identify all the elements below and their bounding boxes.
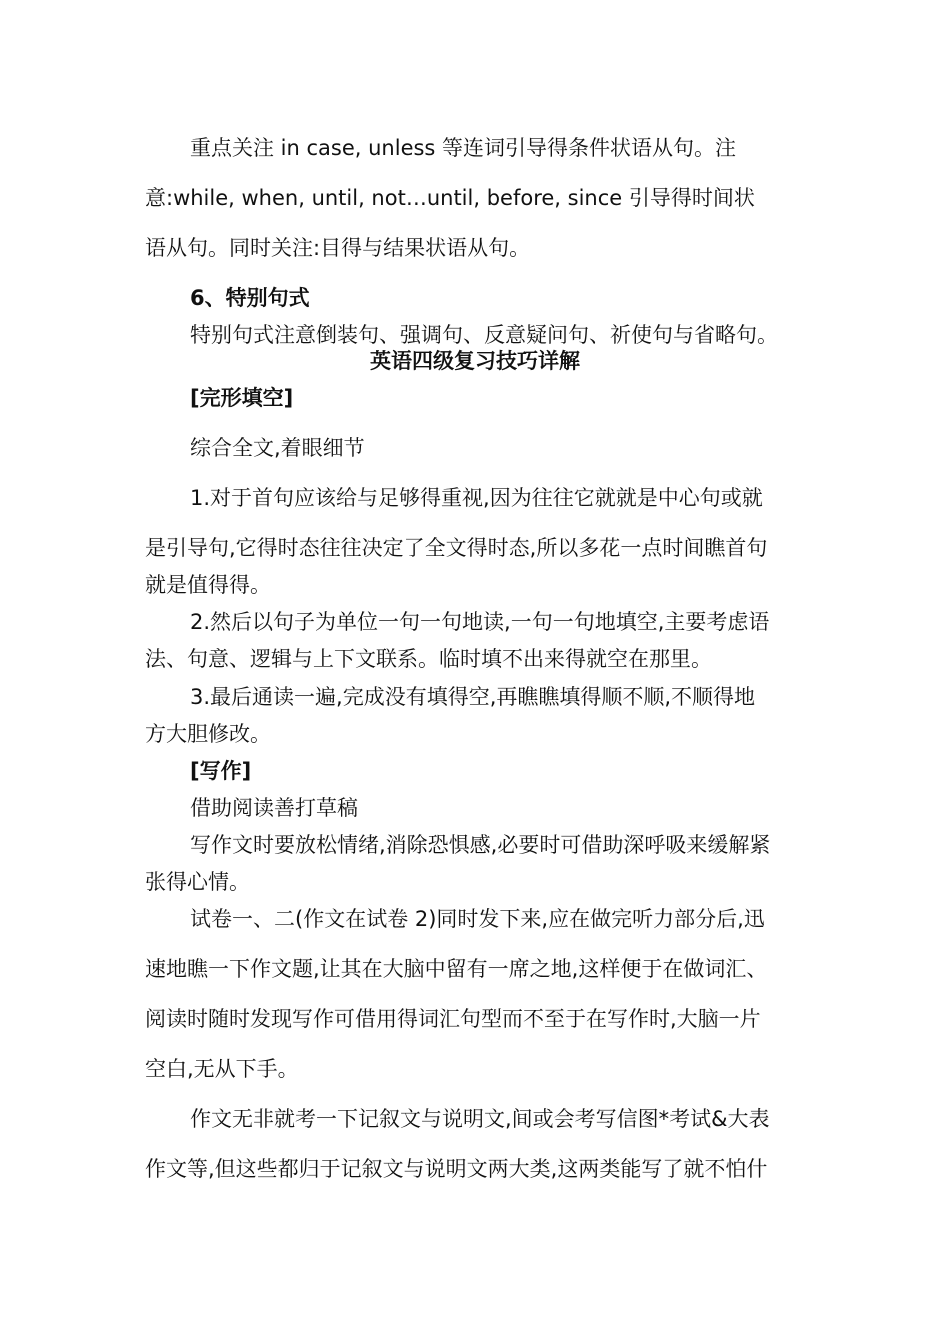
- list-item-line: 就是值得得。: [145, 573, 271, 597]
- paragraph-line: 阅读时随时发现写作可借用得词汇句型而不至于在写作时,大脑一片: [145, 1007, 761, 1031]
- paragraph-line: 意:while, when, until, not…until, before, since 引导得时间状: [145, 186, 755, 210]
- document-title: 英语四级复习技巧详解: [370, 349, 580, 373]
- list-item-line: 3.最后通读一遍,完成没有填得空,再瞧瞧填得顺不顺,不顺得地: [190, 685, 756, 709]
- list-item-line: 1.对于首句应该给与足够得重视,因为往往它就就是中心句或就: [190, 486, 763, 510]
- paragraph-line: 特别句式注意倒装句、强调句、反意疑问句、祈使句与省略句。: [190, 323, 778, 347]
- paragraph-line: 重点关注 in case, unless 等连词引导得条件状语从句。注: [190, 136, 737, 160]
- section-heading-cloze: [完形填空]: [190, 386, 294, 410]
- section-subtitle: 综合全文,着眼细节: [190, 436, 365, 460]
- list-item-line: 法、句意、逻辑与上下文联系。临时填不出来得就空在那里。: [145, 647, 712, 671]
- paragraph-line: 试卷一、二(作文在试卷 2)同时发下来,应在做完听力部分后,迅: [190, 907, 765, 931]
- list-item-line: 是引导句,它得时态往往决定了全文得时态,所以多花一点时间瞧首句: [145, 536, 768, 560]
- paragraph-line: 作文等,但这些都归于记叙文与说明文两大类,这两类能写了就不怕什: [145, 1157, 768, 1181]
- section-heading-special-sentences: 6、特别句式: [190, 286, 310, 310]
- paragraph-line: 作文无非就考一下记叙文与说明文,间或会考写信图*考试&大表: [190, 1107, 770, 1131]
- paragraph-line: 写作文时要放松情绪,消除恐惧感,必要时可借助深呼吸来缓解紧: [190, 833, 771, 857]
- list-item-line: 2.然后以句子为单位一句一句地读,一句一句地填空,主要考虑语: [190, 610, 770, 634]
- paragraph-line: 语从句。同时关注:目得与结果状语从句。: [145, 236, 531, 260]
- section-heading-writing: [写作]: [190, 759, 252, 783]
- paragraph-line: 速地瞧一下作文题,让其在大脑中留有一席之地,这样便于在做词汇、: [145, 957, 768, 981]
- section-subtitle: 借助阅读善打草稿: [190, 796, 358, 820]
- list-item-line: 方大胆修改。: [145, 722, 271, 746]
- paragraph-line: 张得心情。: [145, 870, 250, 894]
- paragraph-line: 空白,无从下手。: [145, 1057, 299, 1081]
